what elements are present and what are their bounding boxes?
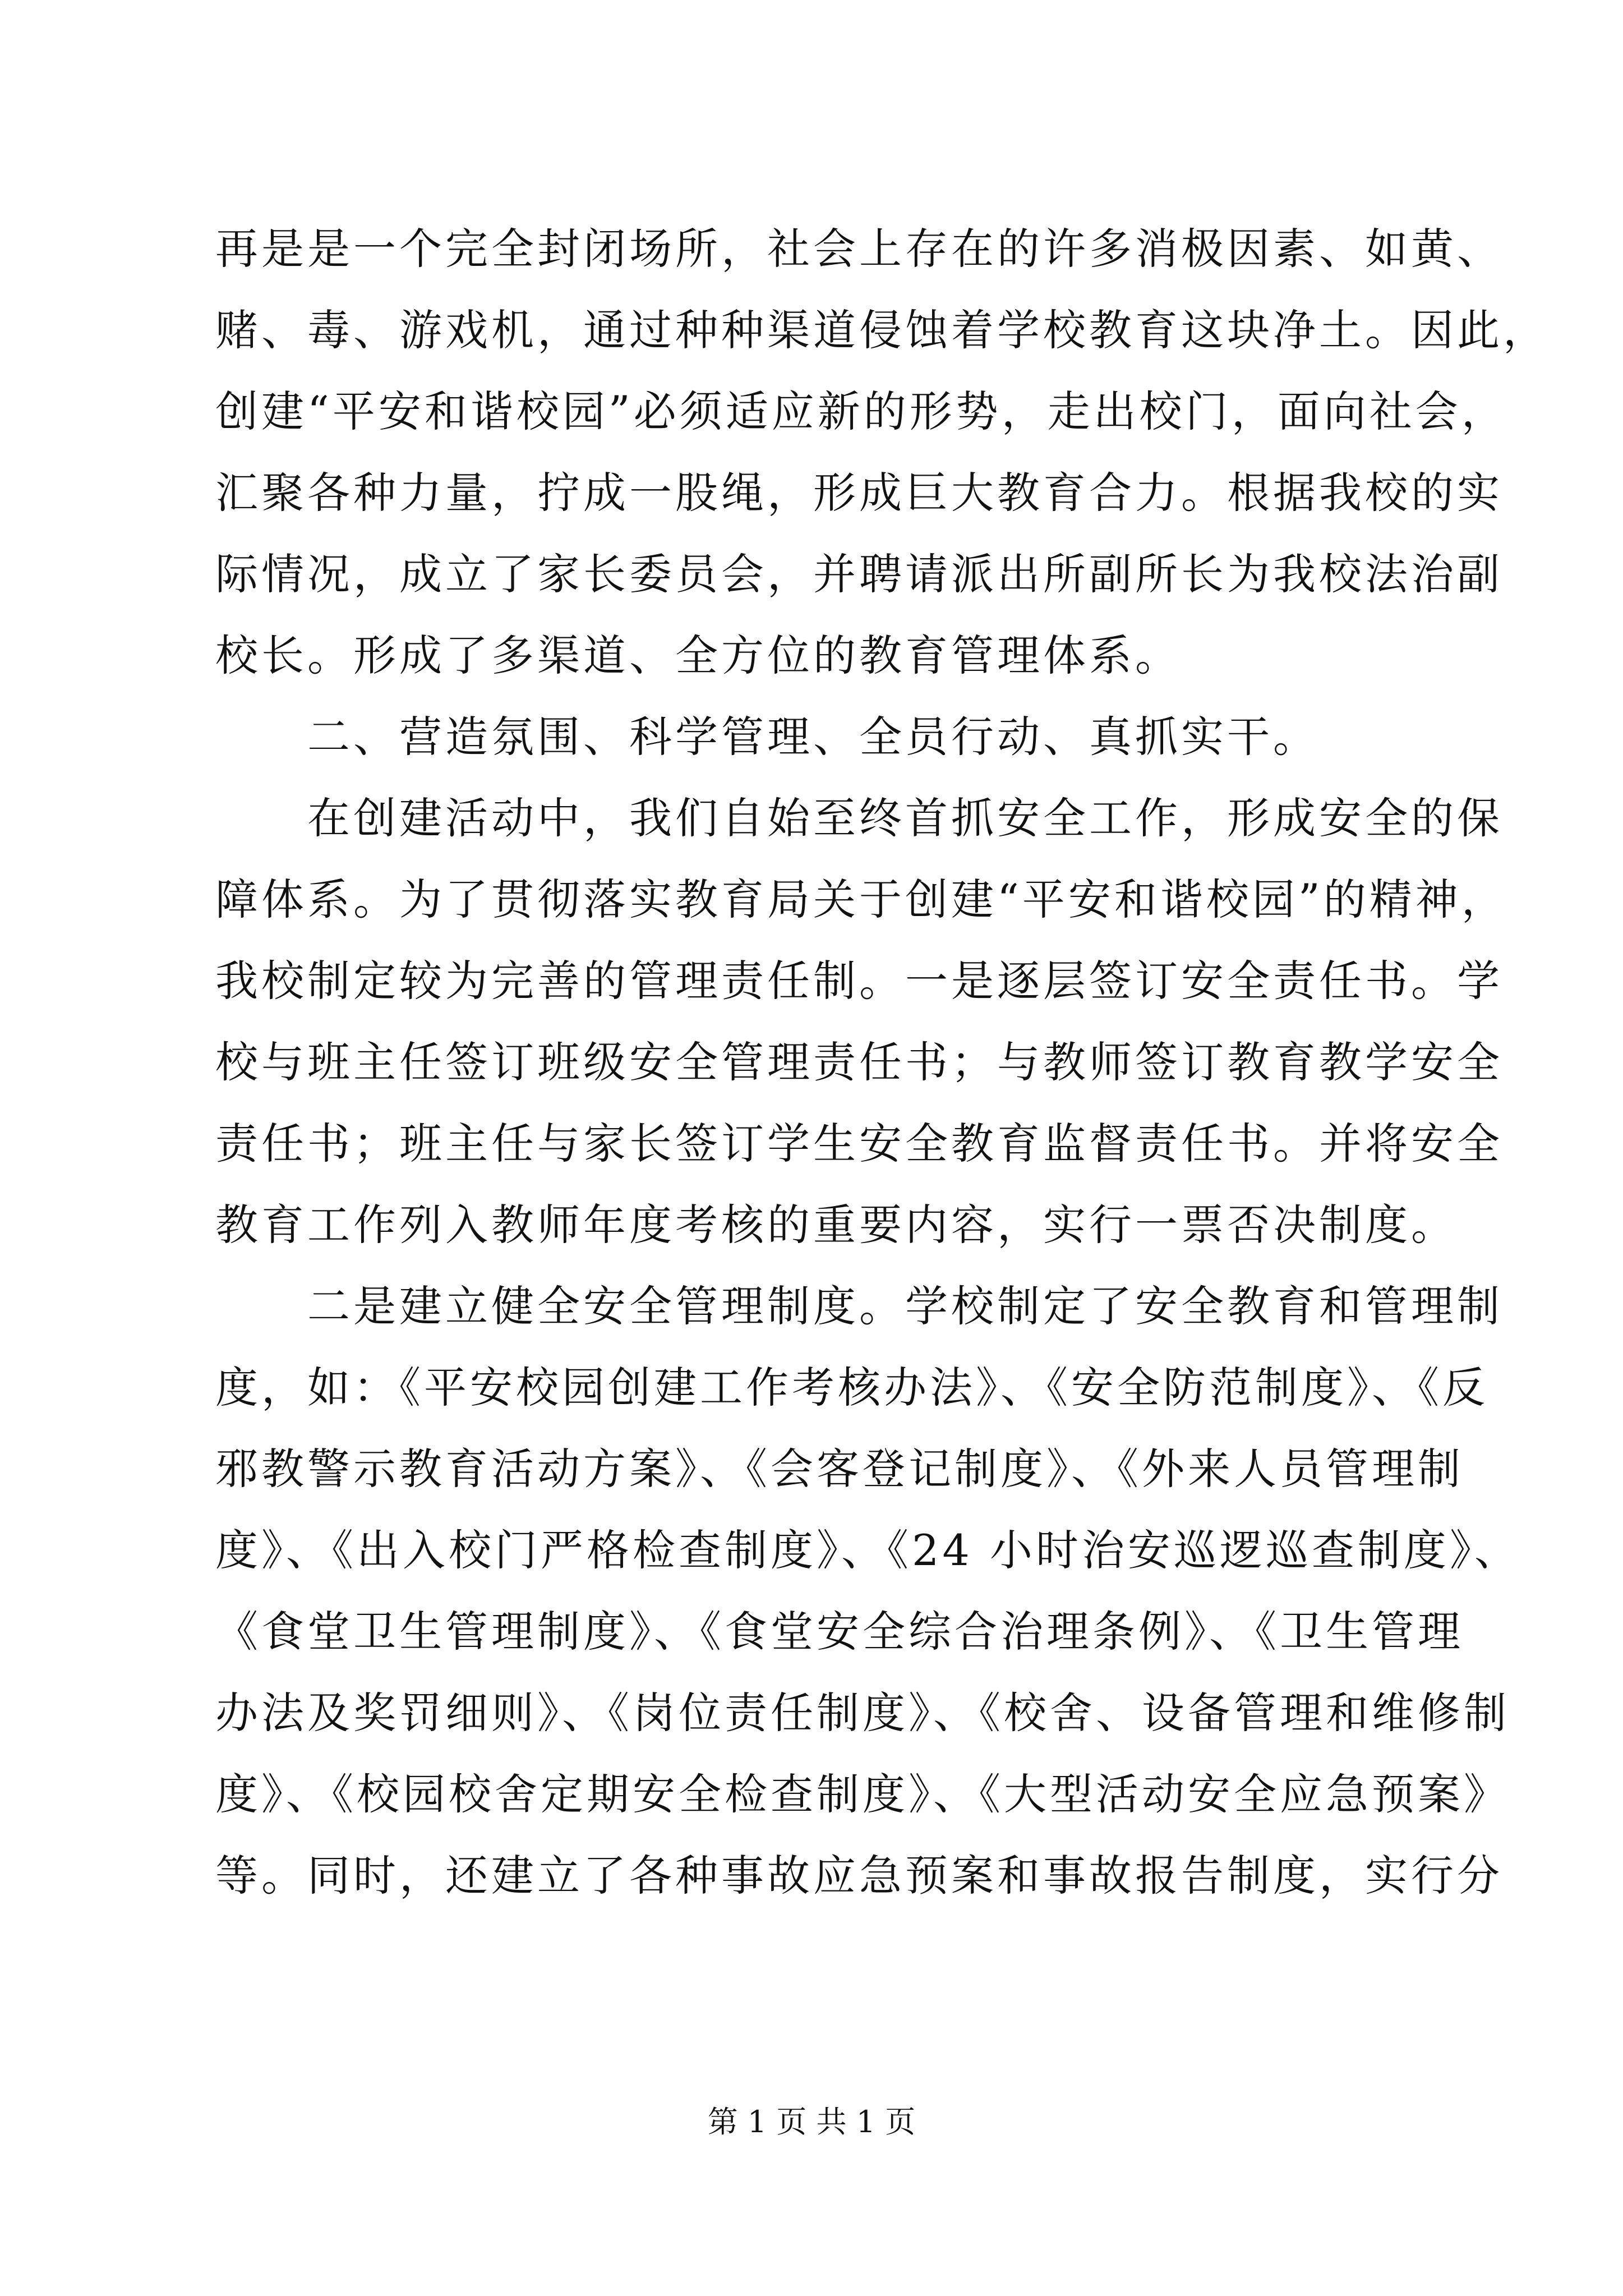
text-line: 教育工作列入教师年度考核的重要内容，实行一票否决制度。 [215,1200,1457,1250]
text-line: 校长。形成了多渠道、全方位的教育管理体系。 [215,631,1181,680]
text-line: 赌、毒、游戏机，通过种种渠道侵蚀着学校教育这块净土。因此， [215,305,1549,355]
text-line: 我校制定较为完善的管理责任制。一是逐层签订安全责任书。学 [215,956,1503,1006]
text-line: 再是是一个完全封闭场所，社会上存在的许多消极因素、如黄、 [215,224,1503,274]
text-line: 度，如：《平安校园创建工作考核办法》、《安全防范制度》、《反 [215,1363,1488,1412]
text-line: 邪教警示教育活动方案》、《会客登记制度》、《外来人员管理制 [215,1444,1464,1494]
text-line: 等。同时，还建立了各种事故应急预案和事故报告制度，实行分 [215,1851,1503,1901]
text-line: 二是建立健全安全管理制度。学校制定了安全教育和管理制 [215,1281,1503,1331]
text-line: 创建“平安和谐校园”必须适应新的形势，走出校门，面向社会， [215,386,1507,436]
page-footer: 第 1 页 共 1 页 [707,2104,916,2139]
text-line: 责任书；班主任与家长签订学生安全教育监督责任书。并将安全 [215,1119,1503,1168]
text-line: 际情况，成立了家长委员会，并聘请派出所副所长为我校法治副 [215,549,1503,599]
text-line: 度》、《校园校舍定期安全检查制度》、《大型活动安全应急预案》 [215,1769,1510,1819]
text-line: 《食堂卫生管理制度》、《食堂安全综合治理条例》、《卫生管理 [215,1607,1464,1657]
text-line: 汇聚各种力量，拧成一股绳，形成巨大教育合力。根据我校的实 [215,468,1503,518]
section-heading: 二、营造氛围、科学管理、全员行动、真抓实干。 [215,712,1319,762]
text-line: 办法及奖罚细则》、《岗位责任制度》、《校舍、设备管理和维修制 [215,1688,1510,1738]
text-line: 校与班主任签订班级安全管理责任书；与教师签订教育教学安全 [215,1037,1503,1087]
text-line: 障体系。为了贯彻落实教育局关于创建“平安和谐校园”的精神， [215,875,1507,924]
text-line: 在创建活动中，我们自始至终首抓安全工作，形成安全的保 [215,793,1503,843]
text-line: 度》、《出入校门严格检查制度》、《24 小时治安巡逻巡查制度》、 [215,1525,1520,1575]
body-text [215,208,1549,1916]
